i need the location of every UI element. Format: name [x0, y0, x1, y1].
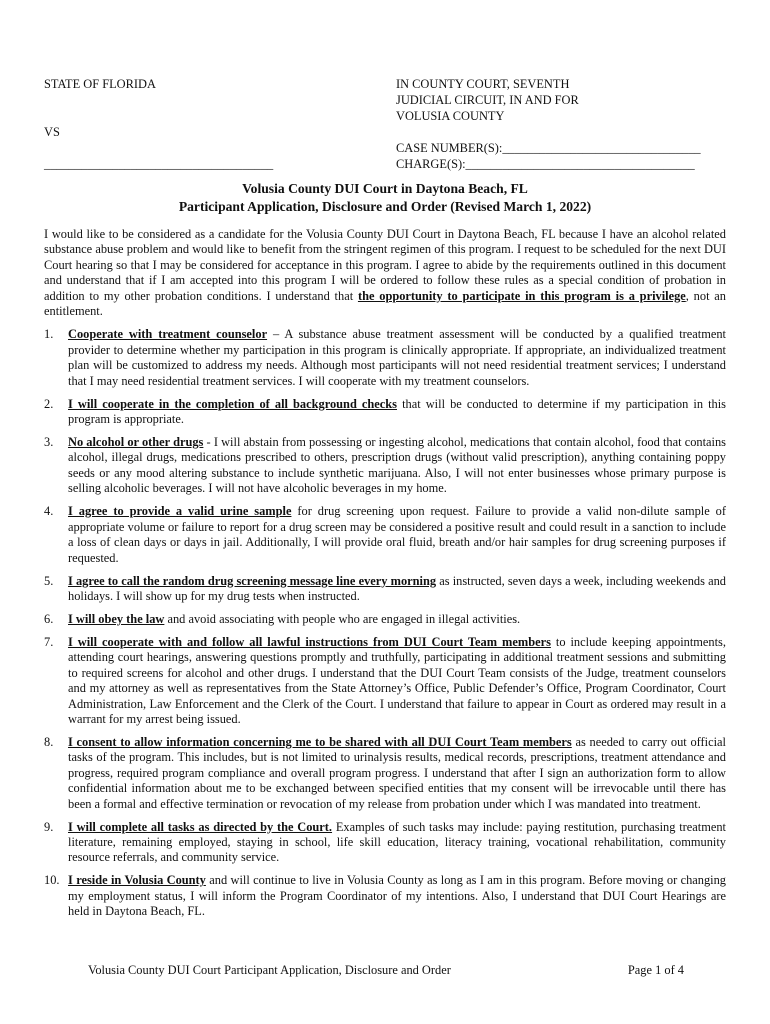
- case-caption: [44, 76, 734, 171]
- list-item: [44, 397, 726, 428]
- item-text: - I will abstain from possessing or ingesting alcohol, medications that contain alcohol, food that contains alcohol, illegal drugs, medications prescribed to others, prescription drugs (without valid prescription), anything containing poppy seeds or any mood altering substance to include synthetic marijuana. Also, I will not enter businesses whose primary purpose is selling alcoholic beverages. I will not have alcoholic beverages in my home.: [68, 435, 726, 496]
- item-number: 6.: [44, 611, 54, 626]
- list-item: [44, 612, 726, 627]
- list-item: [44, 735, 726, 812]
- item-number: 1.: [44, 327, 54, 342]
- item-lead: Cooperate with treatment counselor: [68, 327, 268, 342]
- item-number: 9.: [44, 819, 54, 834]
- item-lead: I agree to provide a valid urine sample: [68, 504, 292, 519]
- list-item: [44, 504, 726, 566]
- item-text: as needed to carry out official tasks of the program. This includes, but is not limited to urinalysis results, medical records, prescriptions, treatment attendance and progress, required program compliance and overall program progress. I understand that after I sign an authorization form to allow confidential information about me to be exchanged between specified entities that my consent will be irrevocable until there has been a formal and effective termination or revocation of my release from probation under which I was mandated into treatment.: [68, 734, 726, 811]
- court-line-1: IN COUNTY COURT, SEVENTH: [396, 77, 570, 91]
- item-text: Examples of such tasks may include: paying restitution, purchasing treatment literature, remaining employed, staying in school, life skill education, literacy training, vocational rehabilitation, community resource referrals, and community service.: [68, 819, 726, 865]
- item-text: and will continue to live in Volusia County as long as I am in this program. Before moving or changing my employment status, I will inform the Program Coordinator of my intentions. Also, I understand that DUI Court Hearings are held in Daytona Beach, FL.: [68, 873, 726, 919]
- item-number: 2.: [44, 396, 54, 411]
- page-number: Page 1 of 4: [627, 963, 684, 977]
- item-text: for drug screening upon request. Failure to provide a valid non-dilute sample of appropriate volume or failure to report for a drug screen may be considered a positive result and could result in a sanction to include a loss of clean days or days in jail. Additionally, I will provide oral fluid, breath and/or hair samples for drug screening purposes if requested.: [68, 504, 726, 565]
- item-number: 10.: [44, 873, 60, 888]
- item-lead: I consent to allow information concerning me to be shared with all DUI Court Team members: [68, 734, 572, 749]
- item-lead: I agree to call the random drug screening message line every morning: [68, 573, 437, 588]
- item-number: 3.: [44, 435, 54, 450]
- item-text: that will be conducted to determine if my participation in this program is appropriate.: [68, 396, 726, 427]
- intro-tail: , not an entitlement.: [44, 288, 727, 319]
- list-item: [44, 820, 726, 866]
- title-line-1: Volusia County DUI Court in Daytona Beach, FL: [242, 181, 528, 196]
- document-body: [44, 227, 726, 927]
- item-lead: I will complete all tasks as directed by the Court.: [68, 819, 333, 834]
- item-text: to include keeping appointments, attending court hearings, answering questions promptly and truthfully, participating in additional treatment sessions and submitting to required screens for alcohol and other drugs. I understand that the DUI Court Team consists of the Judge, treatment counselors and my attorney as well as representatives from the State Attorney’s Office, Public Defender’s Office, Program Coordinator, Court Administration, Law Enforcement and the Clerk of the Court. I understand that failure to appear in Court as ordered may result in a warrant for my arrest being issued.: [68, 634, 726, 726]
- list-item: [44, 327, 726, 389]
- state-label: STATE OF FLORIDA: [44, 77, 156, 91]
- document-title: [44, 180, 726, 216]
- charges-field: CHARGE(S):_____________________________________: [396, 157, 695, 171]
- item-number: 7.: [44, 634, 54, 649]
- item-number: 8.: [44, 734, 54, 749]
- case-number-field: CASE NUMBER(S):________________________________: [396, 141, 701, 155]
- caption-left: [44, 76, 304, 172]
- list-item: [44, 635, 726, 727]
- requirements-list: [44, 327, 726, 919]
- item-lead: I will cooperate in the completion of all background checks: [68, 396, 398, 411]
- list-item: [44, 873, 726, 919]
- court-line-2: JUDICIAL CIRCUIT, IN AND FOR: [396, 93, 579, 107]
- item-number: 5.: [44, 573, 54, 588]
- intro-emphasis: the opportunity to participate in this program is a privilege: [357, 288, 686, 303]
- footer-title: Volusia County DUI Court Participant Application, Disclosure and Order: [88, 963, 451, 977]
- item-text: as instructed, seven days a week, including weekends and holidays. I will show up for my drug tests when instructed.: [68, 573, 726, 603]
- intro-text: I would like to be considered as a candidate for the Volusia County DUI Court in Daytona Beach, FL because I have an alcohol related substance abuse problem and would like to benefit from the stringent regimen of this program. I request to be scheduled for the next DUI Court hearing so that I may be considered for acceptance in this program. I agree to abide by the requirements outlined in this document and understand that if I am accepted into this program I will be ordered to follow these rules as a special condition of probation in addition to my other probation conditions. I understand that: [44, 227, 726, 303]
- title-line-2: Participant Application, Disclosure and Order (Revised March 1, 2022): [178, 199, 592, 214]
- vs-label: VS: [44, 125, 60, 139]
- list-item: [44, 435, 726, 497]
- item-number: 4.: [44, 504, 54, 519]
- defendant-name-line: _____________________________________: [44, 157, 274, 171]
- list-item: [44, 574, 726, 605]
- item-lead: I will cooperate with and follow all lawful instructions from DUI Court Team members: [68, 634, 551, 649]
- item-lead: I reside in Volusia County: [68, 873, 206, 888]
- item-text: – A substance abuse treatment assessment will be conducted by a qualified treatment provider to determine whether my participation in this program is clinically appropriate. If appropriate, an individualized treatment plan will be customized to address my needs. Although most participants will not need residential treatment services; I understand that I may need residential treatment services. I will cooperate with my treatment counselors.: [68, 327, 726, 388]
- item-lead: No alcohol or other drugs: [68, 435, 204, 450]
- caption-right: [396, 76, 736, 172]
- court-line-3: VOLUSIA COUNTY: [396, 109, 505, 123]
- item-text: and avoid associating with people who are engaged in illegal activities.: [164, 611, 521, 626]
- item-lead: I will obey the law: [68, 611, 165, 626]
- intro-paragraph: [44, 227, 726, 319]
